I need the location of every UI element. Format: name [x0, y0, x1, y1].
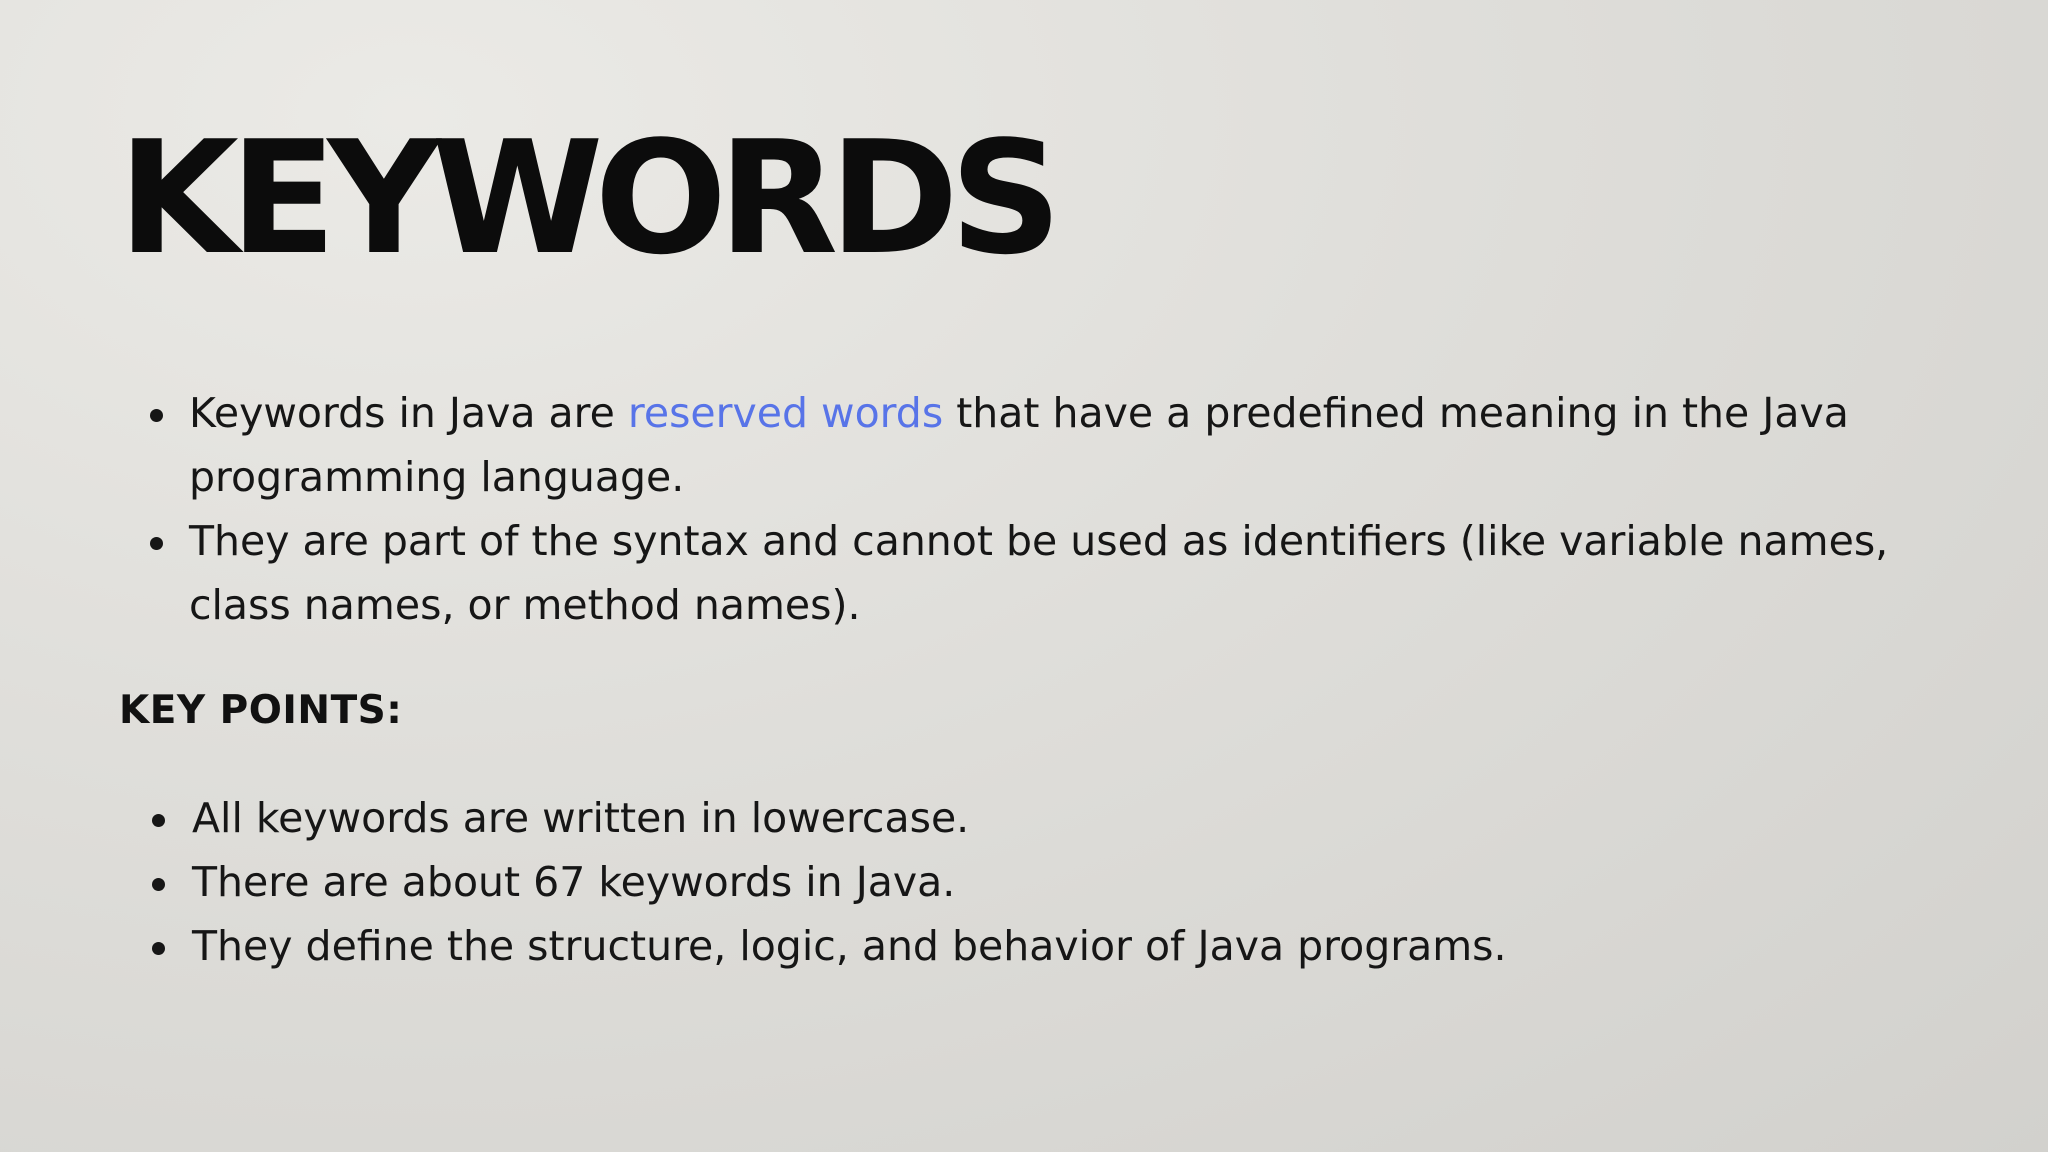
bullet-text: They are part of the syntax and cannot be used as identifiers (like variable names, class names, or method names).: [189, 517, 1889, 629]
bullet-text: Keywords in Java are: [189, 389, 628, 437]
highlighted-term: reserved words: [627, 389, 944, 437]
intro-bullet-item: [148, 381, 1908, 509]
slide-title: KEYWORDS: [118, 107, 1054, 289]
key-point-item: There are about 67 keywords in Java.: [150, 850, 1850, 914]
key-point-item: They define the structure, logic, and behavior of Java programs.: [150, 914, 1850, 978]
key-points-list: [150, 786, 1850, 978]
intro-bullet-item: [148, 509, 1908, 637]
key-point-item: All keywords are written in lowercase.: [150, 786, 1850, 850]
key-points-heading: KEY POINTS:: [119, 688, 403, 733]
bullet-text: that have a predefined meaning in the Java programming language.: [189, 389, 1849, 501]
intro-bullet-list: [148, 381, 1908, 637]
